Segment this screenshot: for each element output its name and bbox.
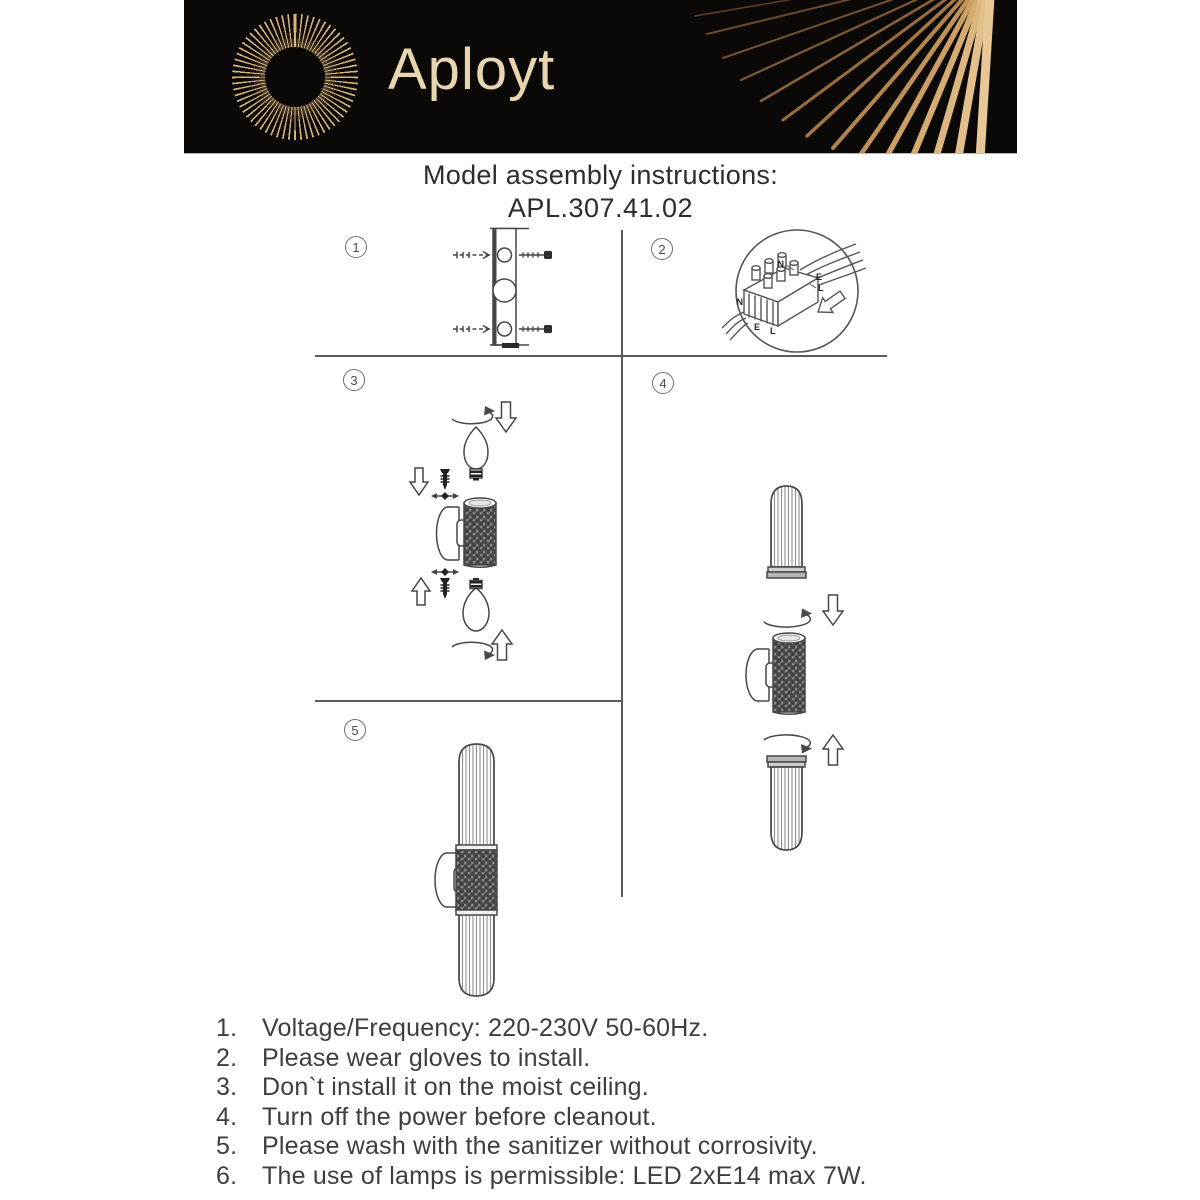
screw-icon (519, 251, 552, 259)
glass-shade-icon (767, 483, 806, 578)
wire-label-e-out: E (754, 322, 761, 332)
screw-icon (431, 469, 459, 500)
wire-label-n-in: N (777, 259, 784, 269)
screw-icon (519, 325, 552, 333)
wall-plug-icon (453, 252, 491, 259)
list-item (184, 1014, 1044, 1044)
up-arrow-icon (823, 735, 843, 765)
panel-3-number: 3 (343, 369, 365, 391)
rotate-arrow-icon (764, 735, 812, 754)
list-item (184, 1044, 1044, 1074)
list-item (184, 1073, 1044, 1103)
wire-label-l-in: L (818, 283, 824, 293)
sunburst-rays-icon (677, 0, 1017, 153)
list-item-number: 6. (216, 1161, 238, 1190)
rotate-arrow-icon (452, 642, 495, 660)
glass-shade-icon (767, 756, 806, 853)
instruction-list (184, 1014, 1044, 1192)
down-arrow-icon (496, 402, 516, 432)
model-number: APL.307.41.02 (507, 193, 694, 223)
list-item-text: Don`t install it on the moist ceiling. (262, 1073, 649, 1102)
panel-1-number: 1 (345, 236, 367, 258)
mounting-bracket-diagram (395, 226, 625, 356)
list-item (184, 1132, 1044, 1162)
list-item-number: 4. (216, 1102, 238, 1131)
up-arrow-icon (412, 578, 430, 605)
list-item-text: Please wash with the sanitizer without corrosivity. (262, 1132, 818, 1161)
bulb-icon (464, 427, 488, 481)
rotate-arrow-icon (764, 609, 812, 628)
list-item-text: Please wear gloves to install. (262, 1043, 591, 1072)
panel-2-number: 2 (651, 238, 673, 260)
bulb-icon (463, 578, 489, 631)
fixture-wires-icon (722, 312, 748, 340)
wire-label-l-out: L (770, 326, 776, 336)
shade-installation-diagram (700, 470, 880, 870)
list-item-number: 5. (216, 1132, 238, 1161)
list-item (184, 1103, 1044, 1133)
panel-5-number: 5 (344, 719, 366, 741)
list-item-number: 2. (216, 1043, 238, 1072)
bulb-installation-diagram (360, 368, 580, 708)
down-arrow-icon (823, 595, 843, 625)
wire-label-e-in: E (816, 272, 823, 282)
screw-icon (431, 568, 459, 599)
list-item-text: The use of lamps is permissible: LED 2xE14 max 7W. (262, 1161, 867, 1190)
wiring-diagram (710, 224, 885, 364)
up-arrow-icon (492, 630, 512, 660)
starburst-logo-icon (232, 14, 358, 140)
panel-4-number: 4 (652, 372, 674, 394)
list-item-number: 3. (216, 1073, 238, 1102)
list-item-text: Turn off the power before cleanout. (262, 1102, 657, 1131)
rotate-arrow-icon (452, 406, 495, 424)
assembled-lamp-diagram (390, 728, 550, 1003)
list-item-number: 1. (216, 1014, 238, 1042)
brand-name: Aployt (388, 37, 556, 102)
down-arrow-icon (410, 468, 428, 495)
brand-banner (184, 0, 1017, 154)
wire-label-n-out: N (736, 297, 743, 307)
mesh-band-icon (456, 845, 497, 915)
wall-plug-icon (453, 326, 491, 333)
page-title: Model assembly instructions: (422, 160, 779, 190)
list-item (184, 1162, 1044, 1192)
list-item-text: Voltage/Frequency: 220-230V 50-60Hz. (262, 1014, 709, 1042)
lamp-body-icon (437, 498, 497, 567)
lamp-body-icon (746, 633, 805, 714)
